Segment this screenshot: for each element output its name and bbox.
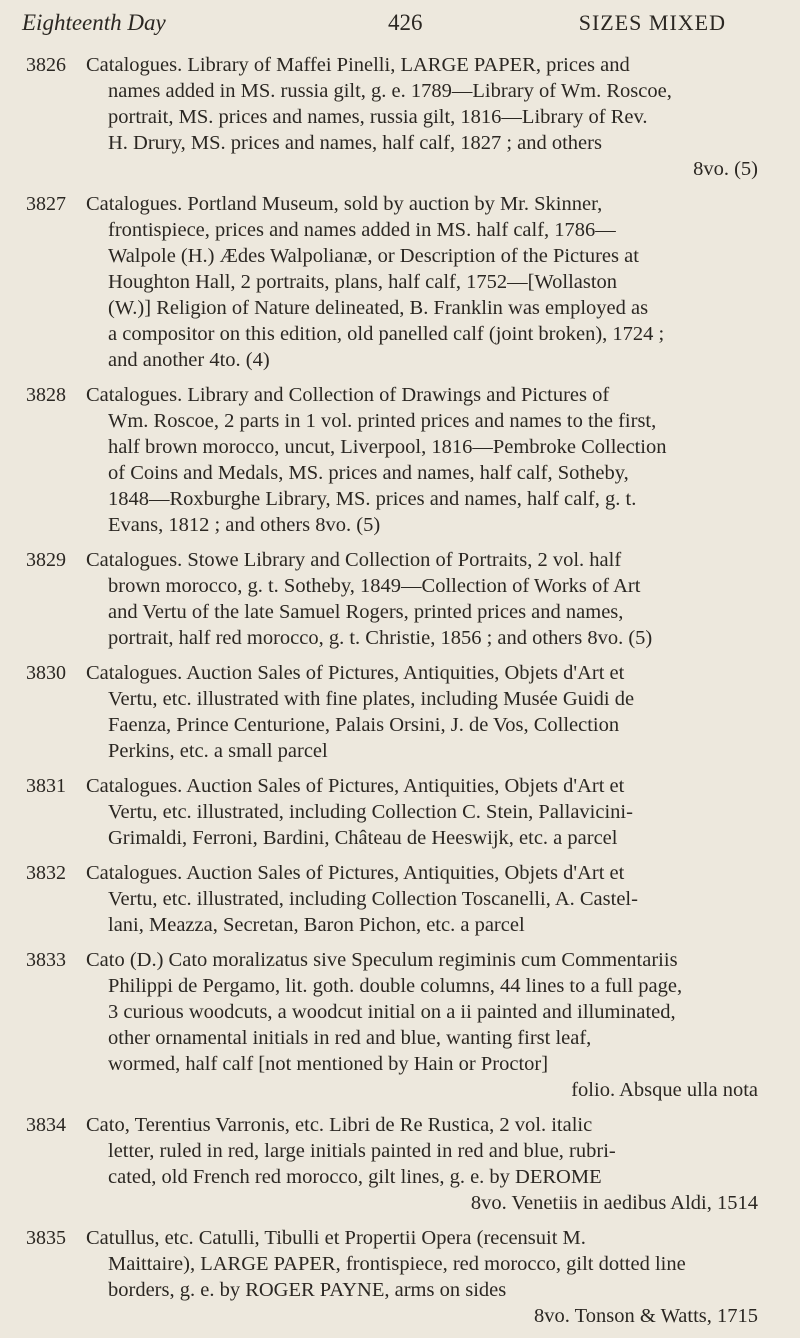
page-number: 426 <box>388 10 423 35</box>
description-line: Vertu, etc. illustrated with fine plates, including Musée Guidi de <box>108 688 635 710</box>
description-line: wormed, half calf [not mentioned by Hain or Proctor] <box>108 1053 549 1075</box>
description-line: and Vertu of the late Samuel Rogers, printed prices and names, <box>108 601 624 623</box>
description-line: Catalogues. Library and Collection of Drawings and Pictures of <box>86 384 610 406</box>
description-line: frontispiece, prices and names added in MS. half calf, 1786— <box>108 219 616 241</box>
lot-description <box>86 773 758 851</box>
lot-entry <box>0 773 800 851</box>
description-line: Walpole (H.) Ædes Walpolianæ, or Description of the Pictures at <box>108 245 639 267</box>
description-line: Catalogues. Auction Sales of Pictures, Antiquities, Objets d'Art et <box>86 775 625 797</box>
lot-entry <box>0 660 800 764</box>
description-line: folio. Absque ulla nota <box>571 1079 758 1101</box>
lot-entry <box>0 191 800 373</box>
description-line: 1848—Roxburghe Library, MS. prices and names, half calf, g. t. <box>108 488 637 510</box>
lot-number: 3827 <box>26 193 66 215</box>
description-line: Catullus, etc. Catulli, Tibulli et Propertii Opera (recensuit M. <box>86 1227 586 1249</box>
description-line: Faenza, Prince Centurione, Palais Orsini, J. de Vos, Collection <box>108 714 620 736</box>
description-line: 8vo. (5) <box>693 158 758 180</box>
description-line: letter, ruled in red, large initials painted in red and blue, rubri- <box>108 1140 616 1162</box>
lot-number: 3831 <box>26 775 66 797</box>
description-line: Catalogues. Auction Sales of Pictures, Antiquities, Objets d'Art et <box>86 662 625 684</box>
description-line: Catalogues. Stowe Library and Collection of Portraits, 2 vol. half <box>86 549 622 571</box>
lot-number: 3833 <box>26 949 66 971</box>
description-line: lani, Meazza, Secretan, Baron Pichon, etc. a parcel <box>108 914 525 936</box>
description-line: portrait, half red morocco, g. t. Christie, 1856 ; and others 8vo. (5) <box>108 627 653 649</box>
lot-description <box>86 1225 758 1329</box>
description-line: Perkins, etc. a small parcel <box>108 740 328 762</box>
lot-entry <box>0 382 800 538</box>
header-section: SIZES MIXED <box>578 10 726 35</box>
description-line: Cato (D.) Cato moralizatus sive Speculum regiminis cum Commentariis <box>86 949 678 971</box>
lot-description <box>86 382 758 538</box>
lot-number: 3828 <box>26 384 66 406</box>
description-line: Evans, 1812 ; and others 8vo. (5) <box>108 514 381 536</box>
description-line: 8vo. Venetiis in aedibus Aldi, 1514 <box>470 1192 758 1214</box>
description-line: other ornamental initials in red and blue, wanting first leaf, <box>108 1027 592 1049</box>
lot-number: 3830 <box>26 662 66 684</box>
lot-description <box>86 860 758 938</box>
lot-entry <box>0 1225 800 1329</box>
description-line: Houghton Hall, 2 portraits, plans, half calf, 1752—[Wollaston <box>108 271 618 293</box>
running-header <box>0 10 800 44</box>
description-line: brown morocco, g. t. Sotheby, 1849—Collection of Works of Art <box>108 575 641 597</box>
description-line: Catalogues. Library of Maffei Pinelli, LARGE PAPER, prices and <box>86 54 630 76</box>
description-line: Cato, Terentius Varronis, etc. Libri de Re Rustica, 2 vol. italic <box>86 1114 593 1136</box>
description-line: Grimaldi, Ferroni, Bardini, Château de Heeswijk, etc. a parcel <box>108 827 618 849</box>
lot-entry <box>0 947 800 1103</box>
description-line: Philippi de Pergamo, lit. goth. double columns, 44 lines to a full page, <box>108 975 683 997</box>
description-line: 8vo. Tonson & Watts, 1715 <box>534 1305 758 1327</box>
description-line: a compositor on this edition, old panelled calf (joint broken), 1724 ; <box>108 323 665 345</box>
lot-number: 3829 <box>26 549 66 571</box>
description-line: Wm. Roscoe, 2 parts in 1 vol. printed prices and names to the first, <box>108 410 657 432</box>
lot-list <box>0 52 800 1338</box>
lot-description <box>86 52 758 182</box>
lot-entry <box>0 52 800 182</box>
lot-number: 3832 <box>26 862 66 884</box>
description-line: Catalogues. Portland Museum, sold by auction by Mr. Skinner, <box>86 193 603 215</box>
description-line: (W.)] Religion of Nature delineated, B. Franklin was employed as <box>108 297 649 319</box>
lot-number: 3835 <box>26 1227 66 1249</box>
description-line: H. Drury, MS. prices and names, half calf, 1827 ; and others <box>108 132 602 154</box>
description-line: borders, g. e. by ROGER PAYNE, arms on sides <box>108 1279 507 1301</box>
description-line: names added in MS. russia gilt, g. e. 1789—Library of Wm. Roscoe, <box>108 80 672 102</box>
lot-description <box>86 191 758 373</box>
description-line: and another 4to. (4) <box>108 349 270 371</box>
description-line: of Coins and Medals, MS. prices and names, half calf, Sotheby, <box>108 462 629 484</box>
description-line: portrait, MS. prices and names, russia gilt, 1816—Library of Rev. <box>108 106 648 128</box>
lot-entry <box>0 1112 800 1216</box>
description-line: Vertu, etc. illustrated, including Collection C. Stein, Pallavicini- <box>108 801 633 823</box>
description-line: cated, old French red morocco, gilt lines, g. e. by DEROME <box>108 1166 602 1188</box>
description-line: Vertu, etc. illustrated, including Collection Toscanelli, A. Castel- <box>108 888 638 910</box>
lot-entry <box>0 860 800 938</box>
lot-number: 3834 <box>26 1114 66 1136</box>
lot-description <box>86 660 758 764</box>
description-line: Maittaire), LARGE PAPER, frontispiece, red morocco, gilt dotted line <box>108 1253 686 1275</box>
description-line: 3 curious woodcuts, a woodcut initial on a ii painted and illuminated, <box>108 1001 676 1023</box>
description-line: half brown morocco, uncut, Liverpool, 1816—Pembroke Collection <box>108 436 667 458</box>
description-line: Catalogues. Auction Sales of Pictures, Antiquities, Objets d'Art et <box>86 862 625 884</box>
lot-description <box>86 1112 758 1216</box>
header-day: Eighteenth Day <box>22 10 166 35</box>
lot-number: 3826 <box>26 54 66 76</box>
lot-entry <box>0 547 800 651</box>
lot-description <box>86 947 758 1103</box>
lot-description <box>86 547 758 651</box>
